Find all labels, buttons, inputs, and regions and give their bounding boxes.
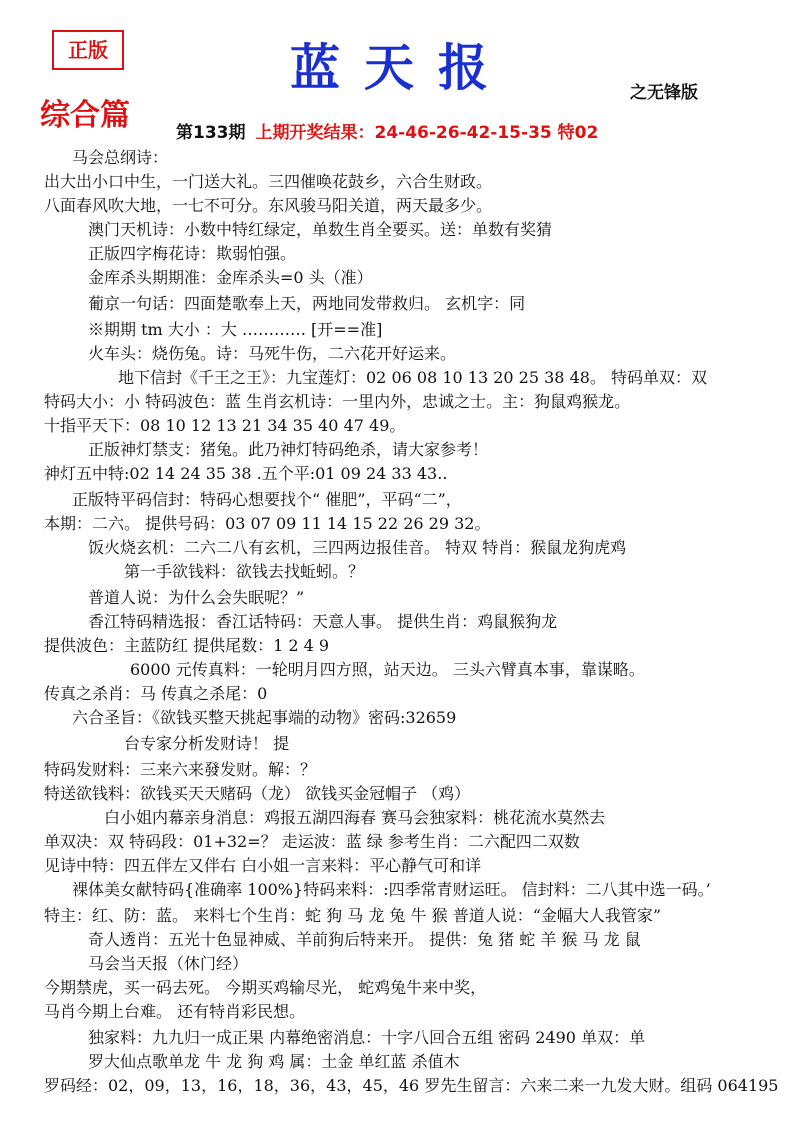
text-line: 地下信封《千王之王》：九宝莲灯：02 06 08 10 13 20 25 38 48。 特码单双：双 <box>118 368 708 387</box>
edition-badge: 正版 <box>52 30 124 70</box>
section-title: 综合篇 <box>40 98 130 133</box>
text-line: 台专家分析发财诗！ 提 <box>124 734 290 753</box>
text-line: ※期期 tm 大小 ：大 ………… [开==准] <box>88 320 383 339</box>
text-line: 今期禁虎，买一码去死。 今期买鸡输尽光， 蛇鸡兔牛来中奖， <box>44 978 487 997</box>
text-line: 第一手欲钱料：欲钱去找蚯蚓。？ <box>124 562 365 581</box>
text-line: 6000 元传真料：一轮明月四方照，站天边。 三头六臂真本事，靠谋略。 <box>130 660 645 679</box>
newspaper-title: 蓝天报 <box>290 38 512 97</box>
text-line: 特送欲钱料：欲钱买天天赌码（龙） 欲钱买金冠帽子 （鸡） <box>44 784 471 803</box>
text-line: 饭火烧玄机：二六二八有玄机，三四两边报佳音。 特双 特肖：猴鼠龙狗虎鸡 <box>88 538 627 557</box>
text-line: 神灯五中特:02 14 24 35 38 .五个平:01 09 24 33 43.. <box>44 464 448 483</box>
text-line: 提供波色：主蓝防红 提供尾数：1 2 4 9 <box>44 636 330 655</box>
text-line: 马会当天报（休门经） <box>88 954 249 973</box>
text-line: 奇人透肖：五光十色显神威、羊前狗后特来开。 提供：兔 猪 蛇 羊 猴 马 龙 鼠 <box>88 930 641 949</box>
text-line: 香江特码精选报：香江话特码：天意人事。 提供生肖：鸡鼠猴狗龙 <box>88 612 558 631</box>
text-line: 本期：二六。 提供号码：03 07 09 11 14 15 22 26 29 32。 <box>44 514 491 533</box>
text-line: 裸体美女献特码{准确率 100%}特码来料：:四季常青财运旺。 信封料：二八其中选一码。’ <box>72 880 711 899</box>
text-line: 八面春风吹大地，一七不可分。东风骏马阳关道，两天最多少。 <box>44 196 493 215</box>
text-line: 单双决：双 特码段：01+32=？ 走运波：蓝 绿 参考生肖：二六配四二双数 <box>44 832 580 851</box>
issue-number: 第133期 <box>176 123 246 143</box>
text-line: 金库杀头期期准：金库杀头=0 头（准） <box>88 268 373 287</box>
text-line: 十指平天下：08 10 12 13 21 34 35 40 47 49。 <box>44 416 406 435</box>
edition-label: 之无锋版 <box>630 83 698 103</box>
text-line: 正版特平码信封：特码心想要找个“ 催肥”，平码“二”， <box>72 490 462 509</box>
text-line: 葡京一句话：四面楚歌奉上天，两地同发带救归。 玄机字：同 <box>88 294 526 313</box>
text-line: 六合圣旨：《欲钱买整天挑起事端的动物》密码:32659 <box>72 708 457 727</box>
text-line: 传真之杀肖：马 传真之杀尾：0 <box>44 684 268 703</box>
text-line: 正版神灯禁支：猪兔。此乃神灯特码绝杀，请大家参考！ <box>88 440 489 459</box>
text-line: 马肖今期上台难。 还有特肖彩民想。 <box>44 1002 306 1021</box>
last-result: 上期开奖结果：24-46-26-42-15-35 特02 <box>255 123 599 143</box>
text-line: 特主：红、防：蓝。 来料七个生肖：蛇 狗 马 龙 兔 牛 猴 普道人说：“金幅大人我管家” <box>44 906 662 925</box>
text-line: 罗码经：02，09，13，16，18，36，43，45，46 罗先生留言：六来二来一九发大财。组码 064195 <box>44 1076 779 1095</box>
issue-line <box>176 118 598 143</box>
text-line: 澳门天机诗：小数中特红绿定，单数生肖全要买。送：单数有奖猜 <box>88 220 553 239</box>
text-line: 特码发财料：三来六来發发财。解：？ <box>44 760 317 779</box>
text-line: 普道人说：为什么会失眠呢？” <box>88 588 305 607</box>
text-line: 正版四字梅花诗：欺弱怕强。 <box>88 244 297 263</box>
text-line: 见诗中特：四五伴左又伴右 白小姐一言来料：平心静气可和详 <box>44 856 482 875</box>
text-line: 马会总纲诗： <box>72 148 169 167</box>
text-line: 出大出小口中生，一门送大礼。三四催唤花鼓乡，六合生财政。 <box>44 172 493 191</box>
text-line: 特码大小：小 特码波色：蓝 生肖玄机诗：一里内外，忠诚之士。主：狗鼠鸡猴龙。 <box>44 392 631 411</box>
text-line: 火车头：烧伤兔。诗：马死牛伤，二六花开好运来。 <box>88 344 457 363</box>
text-line: 独家料：九九归一成正果 内幕绝密消息：十字八回合五组 密码 2490 单双：单 <box>88 1028 646 1047</box>
text-line: 白小姐内幕亲身消息：鸡报五湖四海春 赛马会独家料：桃花流水莫然去 <box>104 808 606 827</box>
text-line: 罗大仙点歌单龙 牛 龙 狗 鸡 属：土金 单红蓝 杀值木 <box>88 1052 460 1071</box>
